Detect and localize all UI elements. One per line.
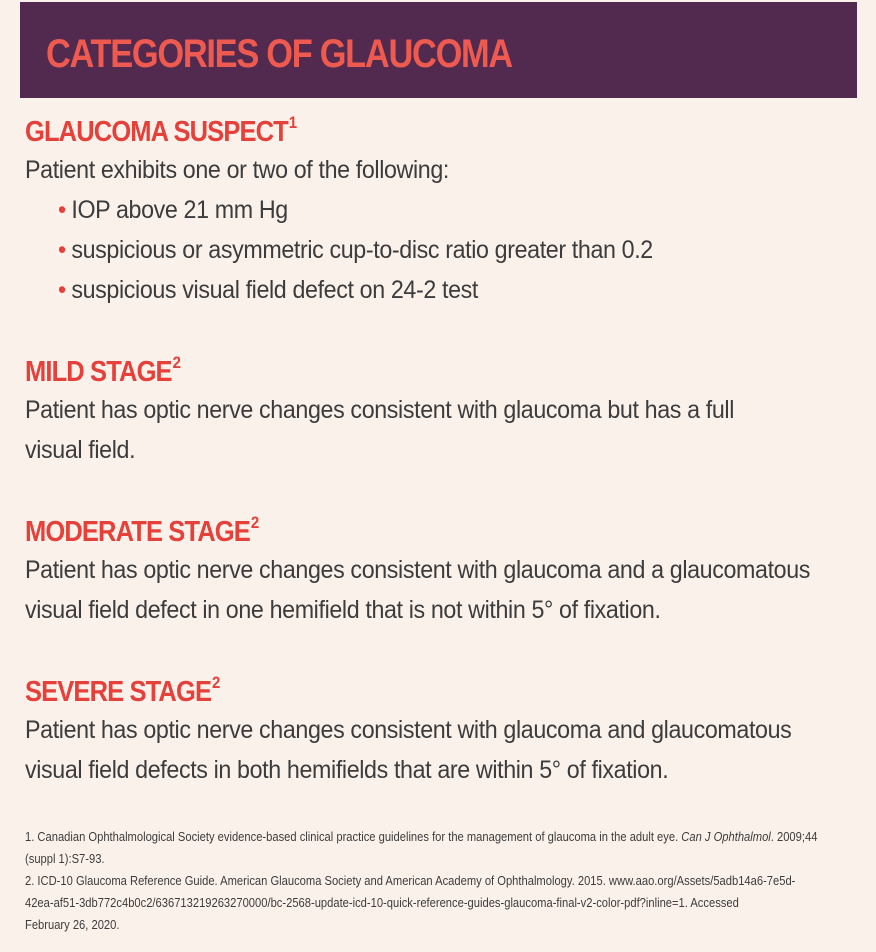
footnote-2: 2. ICD-10 Glaucoma Reference Guide. American Glaucoma Society and American Academy of Ophthalmology. 2015. www.aao.org/Assets/5adb14a6-7e5d- (25, 873, 796, 888)
section-text-line: Patient has optic nerve changes consistent with glaucoma but has a full (25, 396, 734, 424)
footnote-2-accessed: February 26, 2020. (25, 917, 120, 932)
footnote-ref: 2 (211, 673, 220, 693)
criteria-list (25, 190, 865, 310)
section-text-line: visual field defect in one hemifield that is not within 5° of fixation. (25, 596, 661, 624)
list-item: • suspicious visual field defect on 24-2 test (58, 276, 478, 304)
section-heading-severe-stage: SEVERE STAGE$^2$ (25, 673, 220, 708)
section-severe-stage (25, 674, 865, 790)
bullet-icon: • (58, 276, 66, 304)
section-text-line: visual field defects in both hemifields that are within 5° of fixation. (25, 756, 669, 784)
section-heading-glaucoma-suspect: GLAUCOMA SUSPECT$^1$ (25, 113, 297, 148)
section-mild-stage (25, 354, 865, 470)
footnote-2-url: 42ea-af51-3db772c4b0c2/636713219263270000/bc-2568-update-icd-10-quick-reference-guides-glaucoma-final-v2-color-pdf?inline=1. Accessed (25, 895, 739, 910)
section-moderate-stage (25, 514, 865, 630)
footnote-ref: 2 (250, 513, 259, 533)
footnote-ref: 2 (172, 353, 181, 373)
section-text-line: Patient has optic nerve changes consistent with glaucoma and glaucomatous (25, 716, 792, 744)
journal-title: Can J Ophthalmol (681, 829, 771, 844)
section-text-line: visual field. (25, 436, 136, 464)
bullet-icon: • (58, 196, 66, 224)
section-heading-moderate-stage: MODERATE STAGE$^2$ (25, 513, 259, 548)
bullet-icon: • (58, 236, 66, 264)
section-heading-mild-stage: MILD STAGE$^2$ (25, 353, 181, 388)
page-title: CATEGORIES OF GLAUCOMA (46, 32, 512, 76)
header-bar (20, 2, 857, 98)
list-item: • suspicious or asymmetric cup-to-disc ratio greater than 0.2 (58, 236, 653, 264)
footnote-ref: 1 (288, 113, 297, 133)
footnotes (25, 826, 865, 936)
section-text-line: Patient has optic nerve changes consistent with glaucoma and a glaucomatous (25, 556, 811, 584)
section-intro: Patient exhibits one or two of the following: (25, 156, 449, 184)
list-item: • IOP above 21 mm Hg (58, 196, 288, 224)
footnote-1-continued: (suppl 1):S7-93. (25, 851, 105, 866)
footnote-1: 1. Canadian Ophthalmological Society evidence-based clinical practice guidelines for the management of glaucoma in the adult eye. Can J Ophthalmol. 2009;44 (25, 829, 818, 844)
section-glaucoma-suspect (25, 114, 865, 310)
